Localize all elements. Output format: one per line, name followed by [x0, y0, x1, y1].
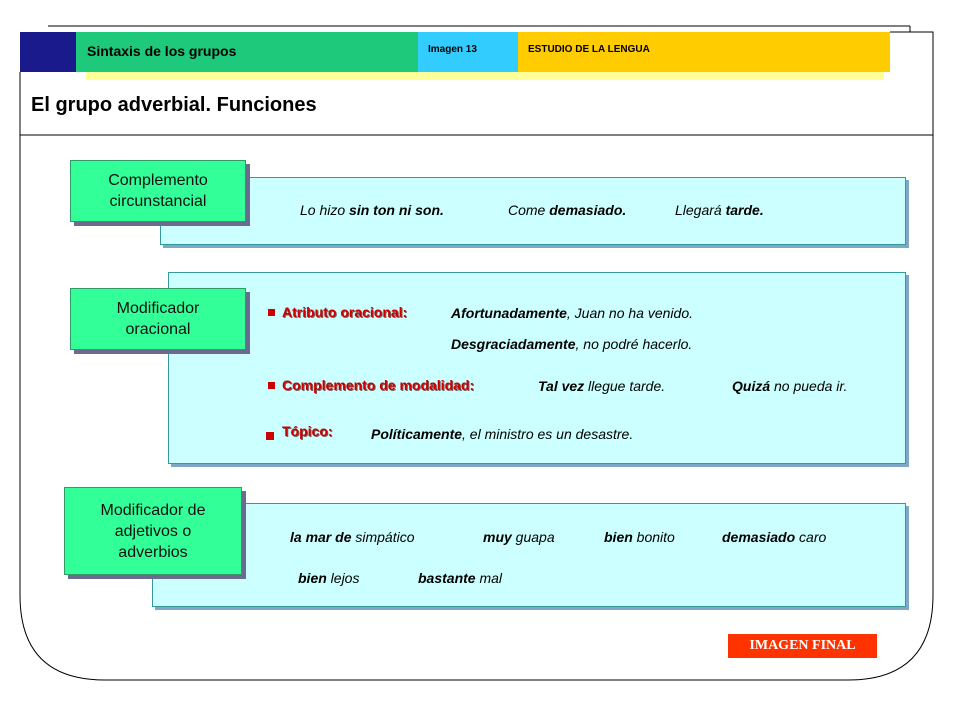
example-cc-2: Come demasiado. [508, 202, 627, 218]
page-title: El grupo adverbial. Funciones [31, 94, 317, 116]
example-adj-2: muy guapa [483, 529, 555, 545]
example-atributo-1: Afortunadamente, Juan no ha venido. [451, 305, 694, 321]
example-adj-1: la mar de simpático [290, 529, 415, 545]
header-imagen-number: Imagen 13 [428, 44, 477, 55]
header-estudio-label: ESTUDIO DE LA LENGUA [528, 44, 650, 55]
label-atributo-oracional: Atributo oracional: [282, 304, 408, 320]
label-line: Modificador de [100, 501, 206, 519]
label-line: oracional [125, 321, 191, 338]
imagen-final-button[interactable]: IMAGEN FINAL [728, 634, 877, 658]
bullet-square-icon [266, 432, 274, 440]
label-topico: Tópico: [282, 423, 333, 439]
label-line: adjetivos o [114, 522, 192, 540]
example-modalidad-2: Quizá no pueda ir. [732, 378, 848, 394]
label-line: Modificador [116, 300, 200, 317]
label-line: Complemento [108, 172, 208, 189]
header-navy-block [20, 32, 76, 72]
example-cc-1: Lo hizo sin ton ni son. [300, 202, 444, 218]
label-complemento-circunstancial [70, 160, 246, 222]
example-adj-3: bien bonito [604, 529, 675, 545]
label-line: adverbios [118, 543, 188, 561]
example-atributo-2: Desgraciadamente, no podré hacerlo. [451, 336, 693, 352]
example-topico: Políticamente, el ministro es un desastre. [371, 426, 634, 442]
example-adj-4: demasiado caro [722, 529, 827, 545]
example-adv-1: bien lejos [298, 570, 360, 586]
example-adv-2: bastante mal [418, 570, 503, 586]
label-line: circunstancial [109, 193, 207, 210]
label-modificador-adjetivos [64, 487, 242, 575]
label-modificador-oracional [70, 288, 246, 350]
panel-modificador-adjetivos [152, 503, 906, 607]
header-section-title: Sintaxis de los grupos [87, 43, 237, 59]
example-cc-3: Llegará tarde. [675, 202, 764, 218]
example-modalidad-1: Tal vez llegue tarde. [538, 378, 666, 394]
label-complemento-modalidad: Complemento de modalidad: [282, 377, 475, 393]
bullet-square-icon [268, 309, 275, 316]
bullet-square-icon [268, 382, 275, 389]
